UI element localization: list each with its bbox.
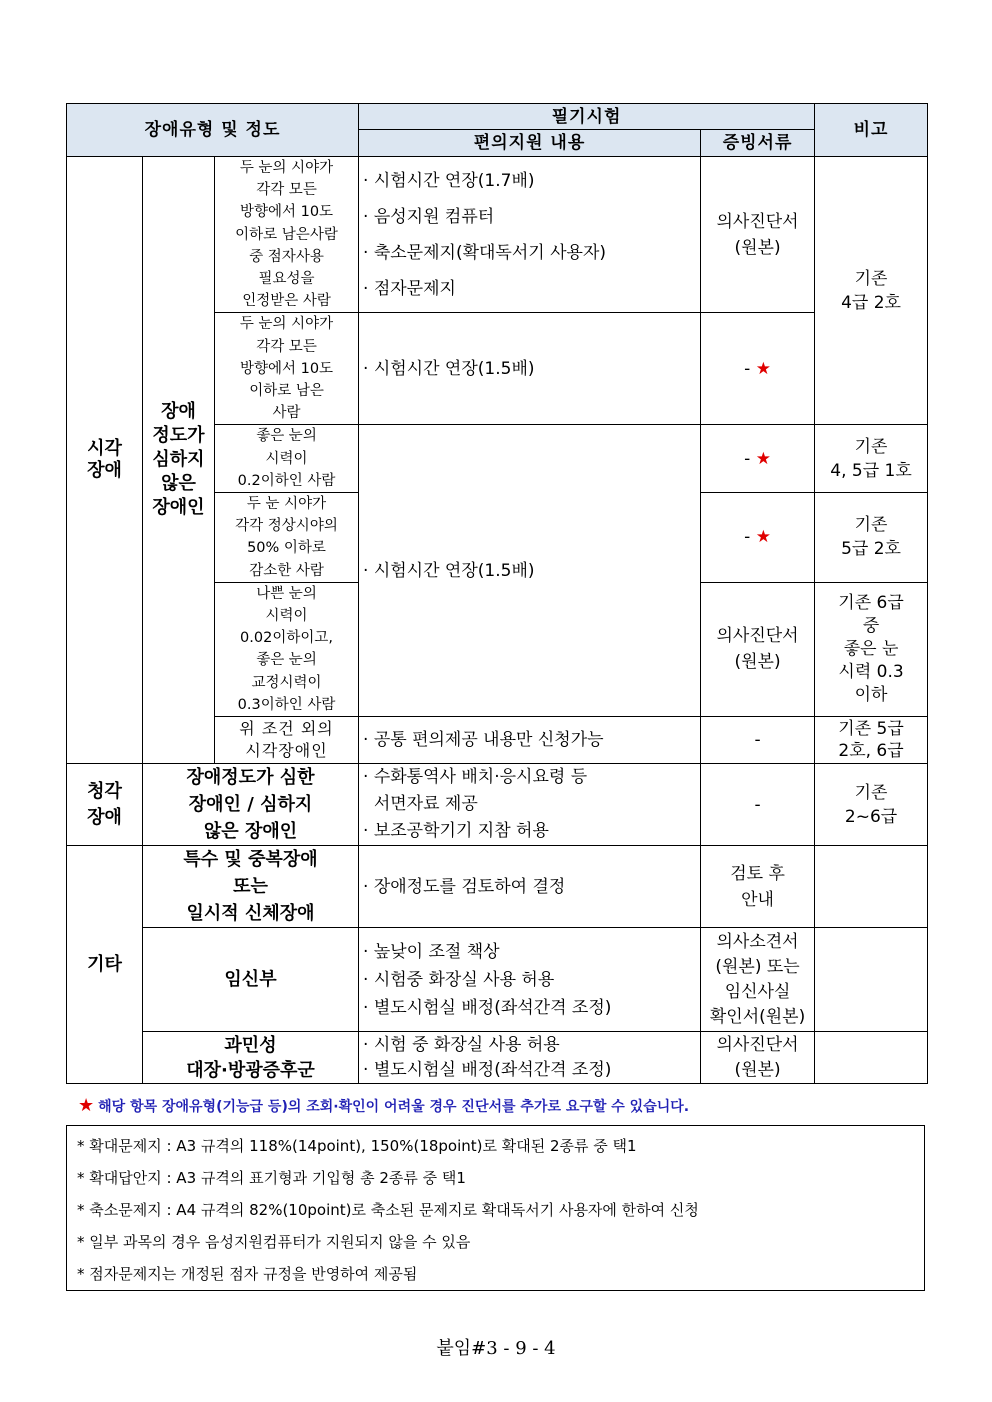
other-supports-2 [359,928,701,1032]
note-item: * 점자문제지는 개정된 점자 규정을 반영하여 제공됨 [77,1265,418,1283]
visual-docs-6: - [701,717,815,764]
category-hearing: 청각 장애 [67,764,143,846]
support-item: 서면자료 제공 [363,794,478,815]
visual-docs-4 [701,493,815,583]
support-item: · 수화통역사 배치·응시요령 등 [363,767,588,788]
visual-remark-5: 기존 6급 중 좋은 눈 시력 0.3 이하 [815,582,928,716]
header-evidence-docs: 증빙서류 [701,130,815,157]
star-icon: ★ [78,1095,95,1116]
support-item: · 별도시험실 배정(좌석간격 조정) [363,1059,612,1080]
support-item: · 높낮이 조절 책상 [363,941,500,962]
visual-remark-4: 기존 5급 2호 [815,493,928,583]
header-written-exam: 필기시험 [359,104,815,130]
note-item: * 확대답안지 : A3 규격의 표기형과 기입형 총 2종류 중 택1 [77,1169,466,1187]
visual-supports-1 [359,157,701,313]
visual-criteria-4: 두 눈 시야가 각각 정상시야의 50% 이하로 감소한 사람 [215,493,359,583]
support-item: · 보조공학기기 지참 허용 [363,821,549,842]
visual-remark-1: 기존 4급 2호 [815,157,928,425]
category-visual: 시각 장애 [67,157,143,764]
subcategory-visual-mild: 장애 정도가 심하지 않은 장애인 [143,157,215,764]
docs-dash: - [744,448,756,469]
other-docs-3: 의사진단서 (원본) [701,1032,815,1084]
support-item: · 점자문제지 [363,278,456,299]
docs-dash: - [744,527,756,548]
other-supports-3 [359,1032,701,1084]
other-degree-1: 특수 및 중복장애 또는 일시적 신체장애 [143,846,359,928]
visual-remark-3: 기존 4, 5급 1호 [815,425,928,493]
header-type-degree: 장애유형 및 정도 [67,104,359,157]
support-item: · 시험 중 화장실 사용 허용 [363,1034,560,1055]
warning-text: 해당 항목 장애유형(기능급 등)의 조회·확인이 어려울 경우 진단서를 추가로 요구할 수 있습니다. [98,1099,690,1115]
star-icon: ★ [755,358,771,379]
other-support-1: · 장애정도를 검토하여 결정 [359,846,701,928]
visual-criteria-6: 위 조건 외의 시각장애인 [215,717,359,764]
note-item: * 축소문제지 : A4 규격의 82%(10point)로 축소된 문제지로 확대독서기 사용자에 한하여 신청 [77,1201,699,1219]
other-degree-3: 과민성 대장·방광증후군 [143,1032,359,1084]
visual-docs-1: 의사진단서 (원본) [701,157,815,313]
support-item: · 음성지원 컴퓨터 [363,206,495,227]
hearing-degree: 장애정도가 심한 장애인 / 심하지 않은 장애인 [143,764,359,846]
notes-box [66,1125,925,1291]
hearing-supports [359,764,701,846]
other-remark-1 [815,846,928,928]
header-remarks: 비고 [815,104,928,157]
visual-docs-2 [701,313,815,425]
page-footer: 붙임#3 - 9 - 4 [436,1338,556,1359]
hearing-remark: 기존 2~6급 [815,764,928,846]
visual-support-6: · 공통 편의제공 내용만 신청가능 [359,717,701,764]
docs-dash: - [744,358,756,379]
header-support-content: 편의지원 내용 [359,130,701,157]
support-item: · 별도시험실 배정(좌석간격 조정) [363,997,612,1018]
other-degree-2: 임신부 [143,928,359,1032]
hearing-docs: - [701,764,815,846]
star-icon: ★ [755,448,771,469]
note-item: * 일부 과목의 경우 음성지원컴퓨터가 지원되지 않을 수 있음 [77,1233,471,1251]
visual-criteria-1: 두 눈의 시야가 각각 모든 방향에서 10도 이하로 남은사람 중 점자사용 필요성을 인정받은 사람 [215,157,359,313]
visual-criteria-2: 두 눈의 시야가 각각 모든 방향에서 10도 이하로 남은 사람 [215,313,359,425]
visual-criteria-3: 좋은 눈의 시력이 0.2이하인 사람 [215,425,359,493]
other-docs-1: 검토 후 안내 [701,846,815,928]
other-docs-2: 의사소견서 (원본) 또는 임신사실 확인서(원본) [701,928,815,1032]
visual-criteria-5: 나쁜 눈의 시력이 0.02이하이고, 좋은 눈의 교정시력이 0.3이하인 사람 [215,582,359,716]
other-remark-3 [815,1032,928,1084]
other-remark-2 [815,928,928,1032]
accommodation-table [66,103,928,1084]
support-item: · 시험중 화장실 사용 허용 [363,969,555,990]
support-item: · 시험시간 연장(1.7배) [363,170,535,191]
visual-shared-support: · 시험시간 연장(1.5배) [359,425,701,717]
note-item: * 확대문제지 : A3 규격의 118%(14point), 150%(18point)로 확대된 2종류 중 택1 [77,1137,637,1155]
warning-note [78,1095,689,1116]
visual-docs-3 [701,425,815,493]
visual-docs-5: 의사진단서 (원본) [701,582,815,716]
support-item: · 축소문제지(확대독서기 사용자) [363,242,606,263]
visual-remark-6: 기존 5급 2호, 6급 [815,717,928,764]
category-other: 기타 [67,846,143,1084]
star-icon: ★ [755,527,771,548]
visual-support-2: · 시험시간 연장(1.5배) [359,313,701,425]
